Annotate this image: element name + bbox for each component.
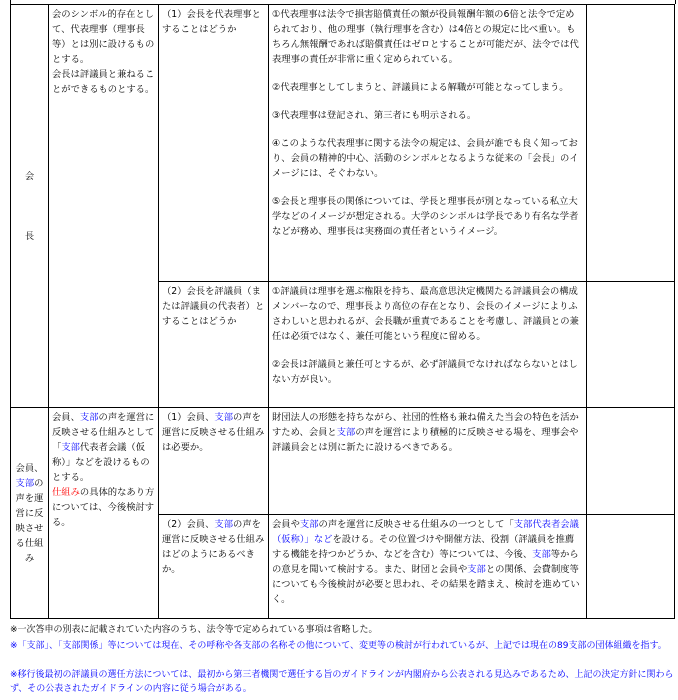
text-run: の声を運営に反映させる仕組みとして「 xyxy=(52,412,155,453)
text-run: 代表者会議（仮称）」など xyxy=(52,442,146,468)
text-run: の声を運営により積極的に反映させる場を、理事会や評議員会とは別に新たに設けるべきである。 xyxy=(272,427,579,453)
row-head-line: る仕組 xyxy=(15,537,44,549)
row-head-line: 会員、 xyxy=(15,462,44,474)
member-voice-answer-2 xyxy=(269,515,587,619)
highlighted-text: 支部 xyxy=(79,412,99,423)
text-run: の声を運営に反映させる仕組みの一つとして「 xyxy=(318,519,514,530)
row-head-member-voice xyxy=(11,408,49,619)
row-head-line: 支部の xyxy=(15,477,44,489)
row-head-line: 営に反 xyxy=(15,507,44,519)
row-head-line: み xyxy=(24,552,35,564)
member-voice-description xyxy=(49,408,159,619)
footnote-2: ※「支部」、「支部関係」等については現在、その呼称や各支部の名称その他について、変更等の検討が行われているが、上記では現在の89支部の団体組織を指す。 xyxy=(10,641,667,651)
chairman-answer-1: ①代表理事は法令で損害賠償責任の額が役員報酬年額の6倍と法令で定められており、他の理事（執行理事を含む）は4倍との規定に比べ重い。もちろん無報酬であれば賠償責任はゼロとすることが可能だが、法令では代表理事の責任が非常に重く定められている。 ②代表理事としてしまうと、評議員による解職が可能となってしまう。 ③代表理事は登記され、第三者にも明示される。 ④このような代表理事に関する法令の規定は、会員が誰でも良く知っており、会員の精神的中心、活動のシンボルとなるような従来の「会長」のイメージには、そぐわない。 ⑤会長と理事長の関係については、学長と理事長が別となっている私立大学などのイメージが想定される。大学のシンボルは学長であり有名な学者などが務め、理事長は実務面の責任者というイメージ。 xyxy=(269,5,587,282)
row-head-line: 映させ xyxy=(15,522,44,534)
highlighted-text: 支部 xyxy=(299,519,319,530)
chairman-question-1: （1）会長を代表理事とすることはどうか xyxy=(159,5,269,282)
highlighted-text: 支部 xyxy=(467,564,486,575)
highlighted-text: 支部 xyxy=(61,442,80,453)
row-head-line: 声を運 xyxy=(15,492,44,504)
footnote-1: ※一次答申の別表に記載されていた内容のうち、法令等で定められている事項は省略した。 xyxy=(10,625,378,635)
member-voice-question-1 xyxy=(159,408,269,515)
member-voice-remarks-1 xyxy=(587,408,675,515)
row-head-label xyxy=(16,461,44,566)
highlighted-text: 支部 xyxy=(214,412,234,423)
policy-table xyxy=(10,4,675,619)
chairman-description: 会のシンボル的存在として、代表理事（理事長等）とは別に設けるものとする。 会長は評議員と兼ねることができるものとする。 xyxy=(49,5,159,408)
highlighted-text: 支部 xyxy=(513,519,533,530)
highlighted-text: 支部 xyxy=(532,549,551,560)
text-run: との関係、会費制度等についても今後検討が必要と思われ、その結果を踏まえ、検討を進めていく。 xyxy=(272,564,580,605)
text-run: を設けるものとする。 xyxy=(52,457,150,483)
text-run: の声を運営に反映させる仕組みはどのようにあるべきか。 xyxy=(162,519,265,575)
footnote-3: ※移行後最初の評議員の選任方法については、最初から第三者機関で選任する旨のガイドラインが内閣府から公表される見込みであるため、上記の決定方針に関わらず、その公表されたガイドラインの内容に従う場合がある。 xyxy=(10,670,674,694)
chairman-answer-2: ①評議員は理事を選ぶ権限を持ち、最高意思決定機関たる評議員会の構成メンバーなので、理事長より高位の存在となり、会長のイメージによりふさわしいと思われるが、会長職が重責であることを考慮し、評議員との兼任は必須ではなく、兼任可能という程度に留める。 ②会長は評議員と兼任可とするが、必ず評議員でなければならないとはしない方が良い。 xyxy=(269,282,587,408)
chairman-remarks-1 xyxy=(587,5,675,282)
text-run: の具体的なあり方については、今後検討する。 xyxy=(52,487,155,528)
row-head-label: 会 長 xyxy=(24,170,35,242)
text-run: （1）会員、 xyxy=(162,412,215,423)
text-run: 会員、 xyxy=(52,412,80,423)
member-voice-question-2 xyxy=(159,515,269,619)
member-voice-answer-1 xyxy=(269,408,587,515)
highlighted-text: 仕組み xyxy=(52,487,80,498)
text-run: を設ける。その位置づけや開催方法、役割（評議員を推薦する機能を持つかどうか、などを含む）等については、今後、 xyxy=(272,534,575,560)
text-run: の声を運営に反映させる仕組みは必要か。 xyxy=(162,412,265,453)
text-run: 会員や xyxy=(272,519,300,530)
row-head-chairman xyxy=(11,5,49,408)
highlighted-text: 支部 xyxy=(214,519,234,530)
table-row xyxy=(11,5,675,282)
chairman-remarks-2 xyxy=(587,282,675,408)
chairman-question-2: （2）会長を評議員（または評議員の代表者）とすることはどうか xyxy=(159,282,269,408)
member-voice-remarks-2 xyxy=(587,515,675,619)
text-run: 等からの意見を聞いて検討する。また、財団と会員や xyxy=(272,549,579,575)
highlighted-text: 支部 xyxy=(336,427,356,438)
text-run: （2）会員、 xyxy=(162,519,215,530)
table-row xyxy=(11,408,675,515)
highlighted-text: 代表者会議（仮称）」など xyxy=(272,519,579,545)
text-run: 財団法人の形態を持ちながら、社団的性格も兼ね備えた当会の特色を活かすため、会員と xyxy=(272,412,579,438)
